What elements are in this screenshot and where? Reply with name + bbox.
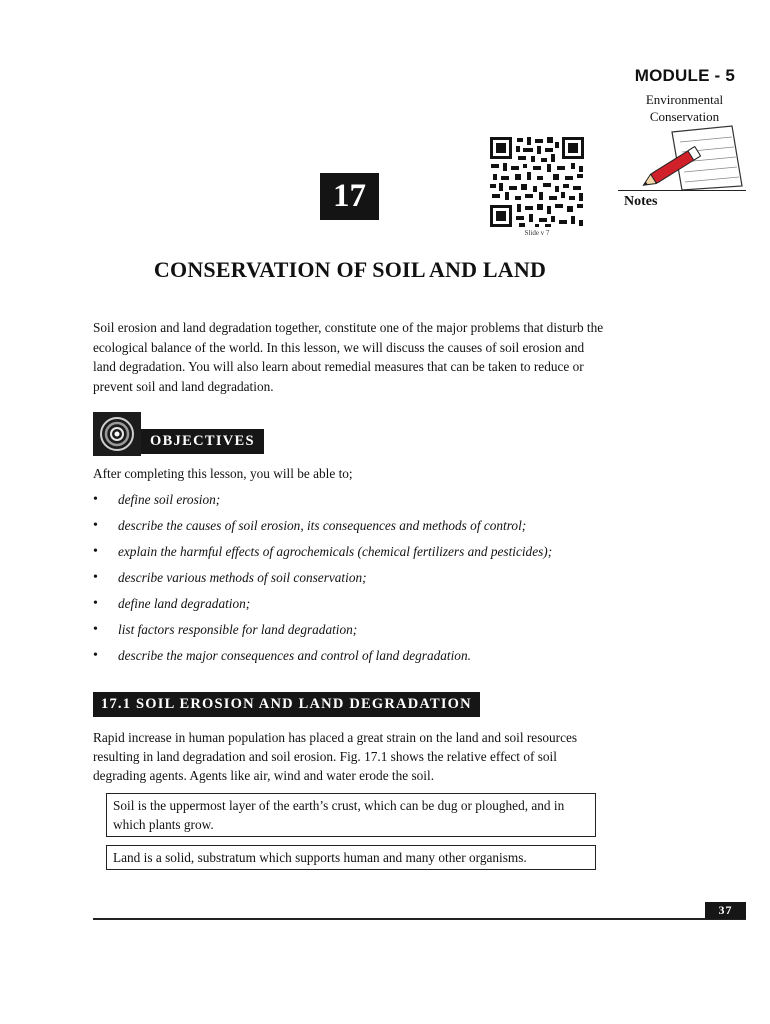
objective-item: • describe various methods of soil conservation; — [93, 568, 633, 594]
module-title: MODULE - 5 — [634, 66, 735, 85]
module-subtitle-line1: Environmental — [645, 92, 724, 107]
pencil-notepad-icon — [620, 124, 750, 196]
notes-label: Notes — [624, 194, 658, 209]
section-paragraph: Rapid increase in human population has placed a great strain on the land and soil resources resulting in land degradation and soil erosion. Fig. 17.1 shows the relative effect of soil degrading agents. Agents like air, wind and water erode the soil. — [93, 730, 578, 783]
objective-item: • describe the major consequences and control of land degradation. — [93, 646, 633, 672]
qr-code-icon — [489, 136, 585, 228]
objective-item: • explain the harmful effects of agrochemicals (chemical fertilizers and pesticides); — [93, 542, 633, 568]
land-definition-box: Land is a solid, substratum which supports human and many other organisms. — [106, 845, 596, 870]
margin-rule — [618, 190, 746, 191]
objectives-lead: After completing this lesson, you will be able to; — [93, 466, 353, 481]
objective-item: • define land degradation; — [93, 594, 633, 620]
lesson-number: 17 — [320, 173, 379, 220]
section-heading: 17.1 SOIL EROSION AND LAND DEGRADATION — [93, 692, 480, 717]
objective-item: • list factors responsible for land degradation; — [93, 620, 633, 646]
module-subtitle — [612, 91, 757, 125]
objective-item: • describe the causes of soil erosion, its consequences and methods of control; — [93, 516, 633, 542]
module-subtitle-line2: Conservation — [649, 109, 720, 124]
objectives-list — [93, 490, 633, 672]
page-number: 37 — [705, 902, 746, 919]
lesson-title: CONSERVATION OF SOIL AND LAND — [153, 257, 547, 282]
objectives-heading: OBJECTIVES — [141, 429, 264, 454]
qr-caption: Slide v 7 — [524, 229, 550, 237]
intro-paragraph: Soil erosion and land degradation together, constitute one of the major problems that disturb the ecological balance of the world. In this lesson, we will discuss the causes of soil erosion and land degradation. You will also learn about remedial measures that can be taken to reduce or prevent soil and land degradation. — [93, 320, 604, 394]
objective-item: • define soil erosion; — [93, 490, 633, 516]
target-rings-graphic — [97, 415, 137, 453]
footer-rule — [93, 918, 746, 920]
target-rings-icon — [93, 412, 141, 456]
soil-definition-box: Soil is the uppermost layer of the earth’s crust, which can be dug or ploughed, and in which plants grow. — [106, 793, 596, 837]
